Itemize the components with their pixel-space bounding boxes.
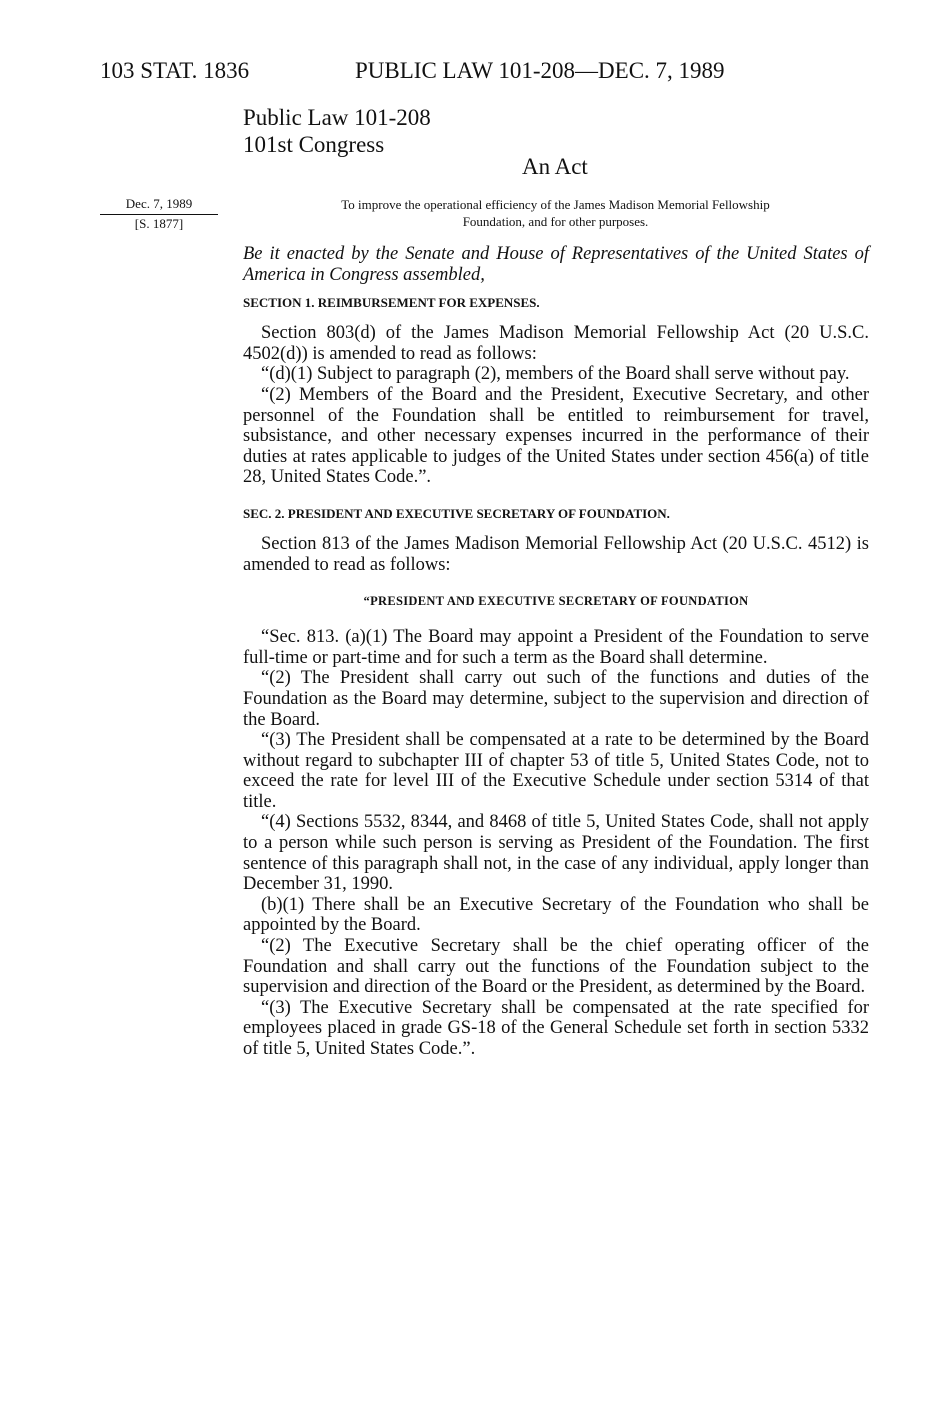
body-text (243, 244, 869, 1060)
section-2-heading: SEC. 2. PRESIDENT AND EXECUTIVE SECRETARY OF FOUNDATION. (243, 505, 670, 521)
running-title: PUBLIC LAW 101-208—DEC. 7, 1989 (355, 58, 725, 83)
section-2-paragraph: “(4) Sections 5532, 8344, and 8468 of title 5, United States Code, shall not apply to a person while such person is serving as President of the Foundation. The first sentence of this paragraph shall not, in the case of any individual, apply longer than December 31, 1990. (243, 812, 869, 895)
section-2-paragraph: “(3) The President shall be compensated at a rate to be determined by the Board without regard to subchapter III of chapter 53 of title 5, United States Code, not to exceed the rate for level III of the Executive Schedule under section 5314 of that title. (243, 730, 869, 812)
act-heading: An Act (522, 154, 588, 179)
section-1-paragraph: “(2) Members of the Board and the President, Executive Secretary, and other personnel of the Foundation shall be entitled to reimbursement for travel, subsistance, and other necessary expenses incurred in the performance of their duties at rates applicable to judges of the United States under section 456(a) of title 28, United States Code.”. (243, 384, 869, 488)
section-1-heading: SECTION 1. REIMBURSEMENT FOR EXPENSES. (243, 295, 540, 311)
congress-label: 101st Congress (243, 132, 385, 157)
law-title-block (243, 104, 431, 158)
section-2-paragraph: “Sec. 813. (a)(1) The Board may appoint a President of the Foundation to serve full-time or part-time and for such a term as the Board shall determine. (243, 627, 869, 668)
section-2-paragraph: (b)(1) There shall be an Executive Secretary of the Foundation who shall be appointed by the Board. (243, 894, 869, 936)
margin-note (100, 195, 218, 233)
section-1-paragraph: Section 803(d) of the James Madison Memorial Fellowship Act (20 U.S.C. 4502(d)) is amended to read as follows: (243, 323, 869, 364)
margin-bill-number: [S. 1877] (134, 216, 184, 231)
long-title (243, 196, 868, 230)
section-1-paragraph: “(d)(1) Subject to paragraph (2), members of the Board shall serve without pay. (261, 364, 850, 385)
margin-date: Dec. 7, 1989 (100, 195, 218, 215)
inserted-section-heading: “PRESIDENT AND EXECUTIVE SECRETARY OF FOUNDATION (363, 594, 749, 609)
section-2-paragraph: “(2) The Executive Secretary shall be the chief operating officer of the Foundation and shall carry out the functions of the Foundation subject to the supervision and direction of the Board or the President, as determined by the Board. (243, 936, 869, 998)
law-number: Public Law 101-208 (243, 105, 431, 130)
section-2-paragraph: “(3) The Executive Secretary shall be compensated at the rate specified for employees placed in grade GS-18 of the General Schedule set forth in section 5332 of title 5, United States Code.”. (243, 997, 869, 1059)
stat-reference: 103 STAT. 1836 (100, 58, 250, 83)
section-2-intro: Section 813 of the James Madison Memorial Fellowship Act (20 U.S.C. 4512) is amended to read as follows: (243, 533, 869, 575)
enacting-clause: Be it enacted by the Senate and House of Representatives of the United States of America in Congress assembled, (243, 244, 869, 285)
section-2-paragraph: “(2) The President shall carry out such of the functions and duties of the Foundation as the Board may determine, subject to the supervision and direction of the Board. (243, 668, 869, 730)
long-title-line-2: Foundation, and for other purposes. (462, 214, 649, 229)
long-title-line-1: To improve the operational efficiency of the James Madison Memorial Fellowship (341, 197, 770, 212)
